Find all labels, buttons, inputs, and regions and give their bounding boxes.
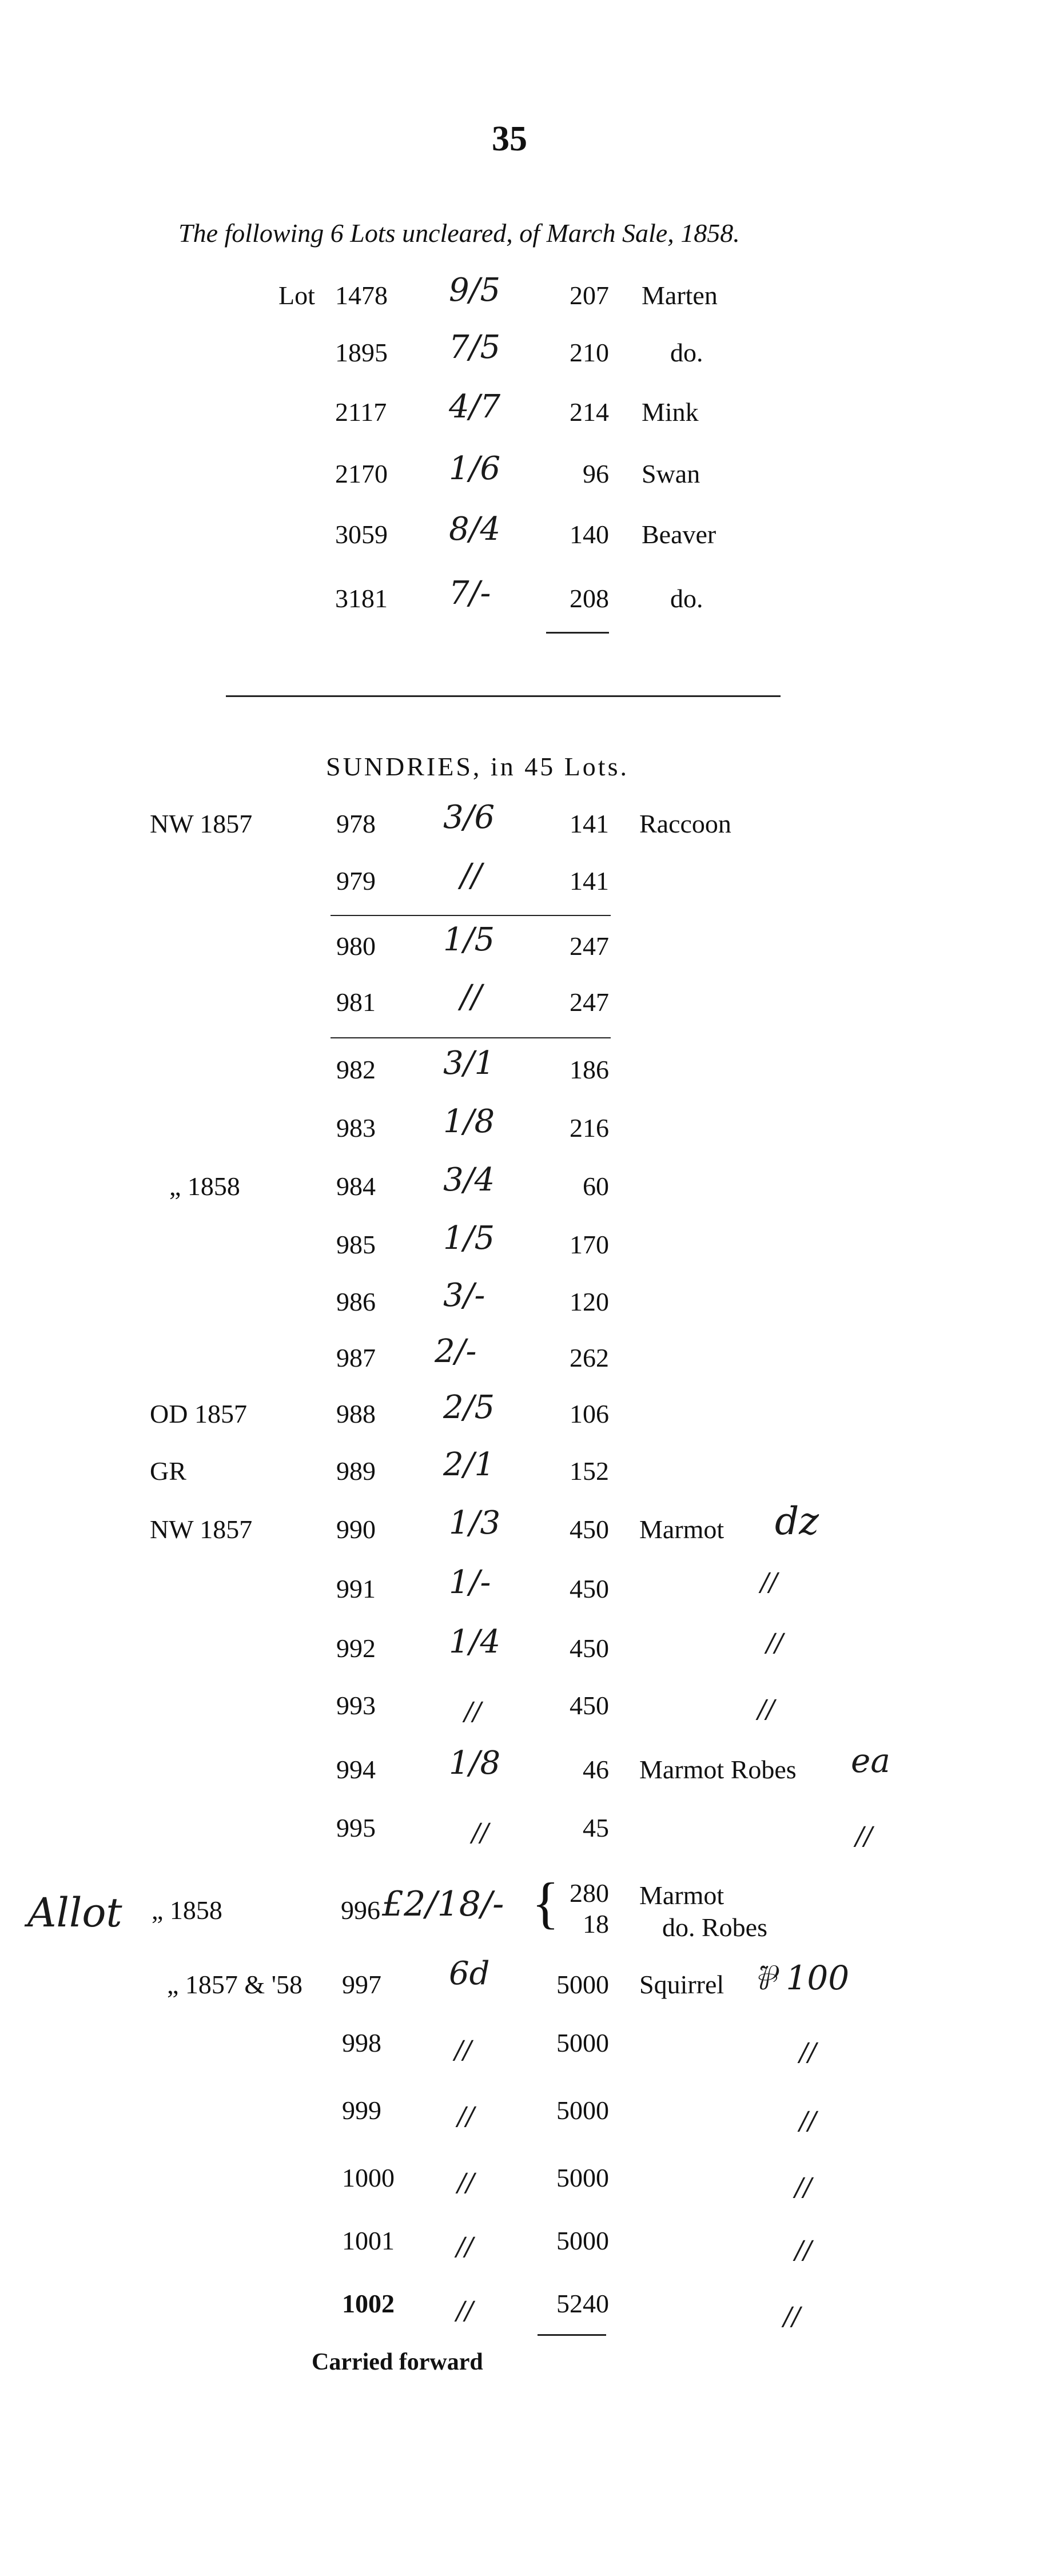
- lot-quantity: 96: [583, 459, 609, 488]
- lot-quantity: 450: [570, 1515, 609, 1544]
- lot-description: Swan: [642, 459, 700, 488]
- handwritten-note: //: [799, 2107, 817, 2136]
- lot-quantity: 247: [570, 931, 609, 961]
- lot-quantity: 5000: [556, 2096, 609, 2125]
- mark: „ 1858: [169, 1172, 240, 1201]
- handwritten-note: ⅌ 100: [754, 1958, 850, 1997]
- handwritten-note: //: [783, 2302, 801, 2331]
- lot-quantity: 214: [570, 397, 609, 427]
- handwritten-price: //: [472, 1818, 489, 1848]
- handwritten-note: //: [855, 1822, 873, 1851]
- lot-description: do.: [670, 584, 703, 613]
- handwritten-note: //: [758, 1695, 775, 1724]
- handwritten-note: ea: [851, 1741, 890, 1780]
- lot-description: do. Robes: [662, 1913, 767, 1942]
- lot-quantity: 5000: [556, 1970, 609, 1999]
- mark: GR: [150, 1456, 186, 1486]
- lot-number: 1001: [342, 2226, 395, 2255]
- carried-forward-label: Carried forward: [312, 2349, 483, 2375]
- handwritten-price: //: [457, 2102, 475, 2131]
- handwritten-note: //: [761, 1568, 778, 1597]
- lot-number: 990: [336, 1515, 376, 1544]
- lot-quantity: 120: [570, 1287, 609, 1316]
- lot-number: 2170: [335, 459, 388, 488]
- lot-quantity: 141: [570, 809, 609, 838]
- lot-description: Raccoon: [639, 809, 731, 838]
- handwritten-price: 3/4: [443, 1161, 495, 1199]
- lot-description: do.: [670, 338, 703, 367]
- handwritten-note: //: [795, 2173, 812, 2202]
- handwritten-price: 1/3: [449, 1504, 501, 1542]
- handwritten-note: //: [766, 1629, 783, 1658]
- handwritten-price: 3/-: [443, 1277, 485, 1314]
- handwritten-price: //: [455, 2036, 472, 2065]
- lot-description: Mink: [642, 397, 699, 427]
- lot-description: Marmot Robes: [639, 1755, 797, 1784]
- mark: „ 1857 & '58: [167, 1970, 302, 1999]
- lot-quantity: 152: [570, 1456, 609, 1486]
- lot-number: 994: [336, 1755, 376, 1784]
- mark: „ 1858: [152, 1896, 222, 1925]
- lot-quantity: 170: [570, 1230, 609, 1259]
- lot-number: 981: [336, 988, 376, 1017]
- group-rule: [331, 1037, 611, 1038]
- lot-quantity: 46: [583, 1755, 609, 1784]
- page-number: 35: [492, 120, 527, 158]
- handwritten-price: 2/5: [443, 1389, 495, 1426]
- lot-number: 1895: [335, 338, 388, 367]
- lot-number: 982: [336, 1055, 376, 1084]
- handwritten-price: //: [456, 2232, 473, 2262]
- total-underline: [538, 2334, 606, 2336]
- lot-quantity: 141: [570, 866, 609, 895]
- lot-quantity: 60: [583, 1172, 609, 1201]
- lot-number: 979: [336, 866, 376, 895]
- lot-number: 999: [342, 2096, 381, 2125]
- lot-number: 983: [336, 1113, 376, 1142]
- lot-quantity: 210: [570, 338, 609, 367]
- handwritten-price: 4/7: [449, 388, 501, 425]
- lot-number: 985: [336, 1230, 376, 1259]
- lot-description: Marten: [642, 281, 718, 310]
- handwritten-price: 1/8: [443, 1103, 495, 1140]
- section-divider: [226, 695, 781, 697]
- lot-number: 1000: [342, 2163, 395, 2192]
- handwritten-price: 3/6: [443, 799, 495, 836]
- handwritten-note: dz: [775, 1499, 819, 1543]
- lot-number: 1002: [342, 2289, 395, 2318]
- lot-quantity: 216: [570, 1113, 609, 1142]
- lot-quantity: 5240: [556, 2289, 609, 2318]
- lot-number: 978: [336, 809, 376, 838]
- lot-quantity: 5000: [556, 2163, 609, 2192]
- lot-number: 998: [342, 2028, 381, 2057]
- lot-quantity: 186: [570, 1055, 609, 1084]
- lot-number: 2117: [335, 397, 387, 427]
- lot-description: Beaver: [642, 520, 716, 549]
- handwritten-price: //: [460, 857, 482, 894]
- handwritten-price: 7/5: [449, 329, 501, 366]
- lot-quantity: 450: [570, 1691, 609, 1720]
- lot-quantity: 208: [570, 584, 609, 613]
- handwritten-price: 2/1: [443, 1446, 495, 1483]
- lot-number: 3181: [335, 584, 388, 613]
- handwritten-price: 1/5: [443, 921, 495, 958]
- lot-quantity: 262: [570, 1343, 609, 1372]
- lot-number: 987: [336, 1343, 376, 1372]
- lot-quantity: 247: [570, 988, 609, 1017]
- lot-description: Marmot: [639, 1881, 724, 1910]
- lot-quantity: 450: [570, 1574, 609, 1603]
- lot-number: 3059: [335, 520, 388, 549]
- lot-description: Marmot: [639, 1515, 724, 1544]
- handwritten-price: 9/5: [449, 272, 501, 309]
- handwritten-price: 2/-: [435, 1333, 477, 1370]
- handwritten-mark: Allot: [27, 1889, 122, 1936]
- lot-number: 988: [336, 1399, 376, 1428]
- lot-number: 995: [336, 1813, 376, 1842]
- lot-number: 993: [336, 1691, 376, 1720]
- lot-prefix: Lot: [278, 281, 315, 310]
- section2-heading: SUNDRIES, in 45 Lots.: [326, 752, 629, 781]
- mark: NW 1857: [150, 809, 253, 838]
- bracket-icon: {: [532, 1871, 559, 1934]
- lot-quantity: 18: [583, 1909, 609, 1938]
- handwritten-note: //: [795, 2236, 812, 2265]
- handwritten-price: 1/5: [443, 1220, 495, 1257]
- handwritten-price: 1/-: [449, 1564, 491, 1601]
- handwritten-price: 6d: [449, 1955, 490, 1992]
- lot-quantity: 106: [570, 1399, 609, 1428]
- handwritten-price: //: [456, 2296, 473, 2326]
- lot-number: 989: [336, 1456, 376, 1486]
- total-underline: [546, 632, 609, 634]
- handwritten-price: 8/4: [449, 511, 501, 548]
- handwritten-price: 1/6: [449, 450, 501, 487]
- lot-quantity: 5000: [556, 2028, 609, 2057]
- lot-quantity: 207: [570, 281, 609, 310]
- handwritten-price: //: [457, 2168, 475, 2197]
- lot-number: 991: [336, 1574, 376, 1603]
- lot-description: Squirrel: [639, 1970, 724, 1999]
- mark: OD 1857: [150, 1399, 247, 1428]
- handwritten-note: //: [799, 2038, 817, 2067]
- lot-quantity: 450: [570, 1634, 609, 1663]
- handwritten-price: //: [464, 1697, 481, 1726]
- mark: NW 1857: [150, 1515, 253, 1544]
- lot-number: 992: [336, 1634, 376, 1663]
- lot-number: 984: [336, 1172, 376, 1201]
- lot-number: 1478: [335, 281, 388, 310]
- lot-number: 980: [336, 931, 376, 961]
- lot-quantity: 140: [570, 520, 609, 549]
- lot-number: 997: [342, 1970, 381, 1999]
- handwritten-price: 3/1: [443, 1045, 495, 1082]
- group-rule: [331, 915, 611, 916]
- handwritten-price: 1/4: [449, 1623, 501, 1661]
- lot-number: 986: [336, 1287, 376, 1316]
- handwritten-price: 7/-: [449, 575, 491, 612]
- handwritten-price: //: [460, 978, 482, 1016]
- handwritten-price: £2/18/-: [382, 1884, 504, 1924]
- handwritten-price: 1/8: [449, 1745, 501, 1782]
- lot-number: 996: [341, 1896, 380, 1925]
- lot-quantity: 5000: [556, 2226, 609, 2255]
- lot-quantity: 280: [570, 1878, 609, 1908]
- section1-heading: The following 6 Lots uncleared, of March Sale, 1858.: [178, 218, 740, 248]
- lot-quantity: 45: [583, 1813, 609, 1842]
